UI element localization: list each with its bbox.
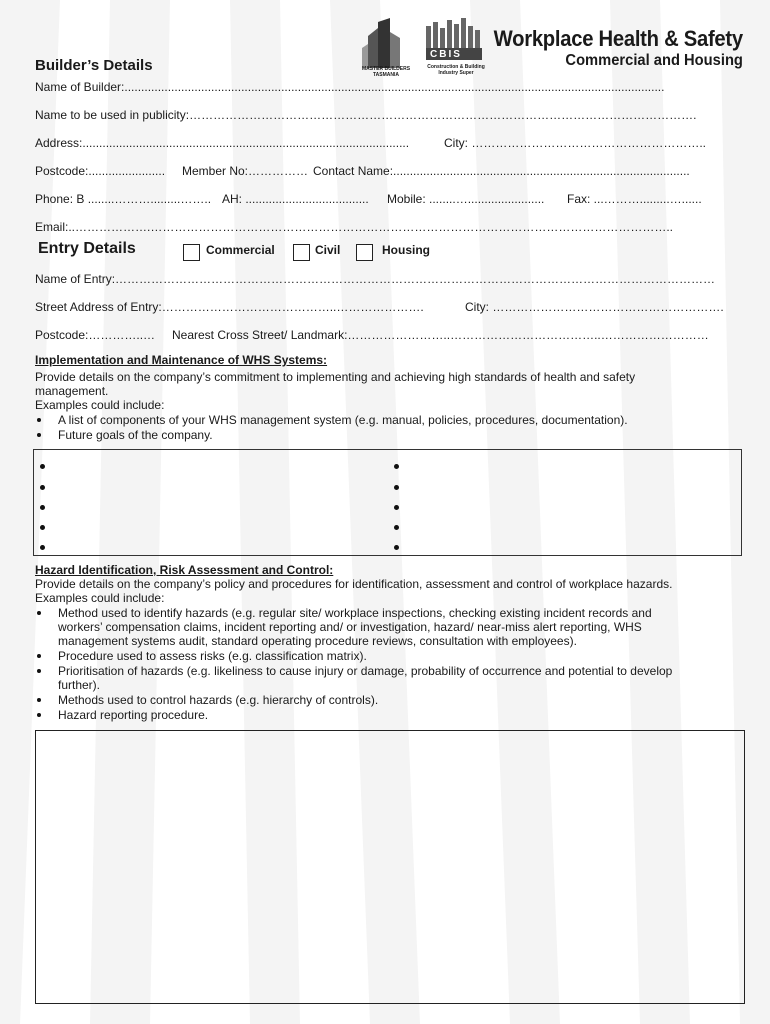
answer-bullet	[40, 505, 45, 510]
commercial-checkbox[interactable]	[183, 244, 200, 261]
email-field[interactable]: Email:..……………….…………………………………………………………………………………………………………………..	[35, 220, 674, 234]
answer-bullet	[40, 545, 45, 550]
whs-examples-label: Examples could include:	[35, 398, 165, 412]
civil-checkbox[interactable]	[293, 244, 310, 261]
housing-label: Housing	[382, 243, 430, 257]
phone-ah-field[interactable]: AH: .....................................	[222, 192, 369, 206]
answer-bullet	[394, 545, 399, 550]
street-address-field[interactable]: Street Address of Entry:……………………………………..………………….	[35, 300, 424, 314]
page-subtitle: Commercial and Housing	[565, 52, 743, 69]
hazard-example-1-line2: workers’ compensation claims, incident reporting and/ or investigation, hazard/ near-miss alert reporting, WHS	[58, 620, 642, 634]
hazard-intro: Provide details on the company’s policy and procedures for identification, assessment and control of workplace hazards.	[35, 577, 673, 591]
answer-bullet	[40, 464, 45, 469]
answer-bullet	[394, 505, 399, 510]
builders-details-heading: Builder’s Details	[35, 57, 153, 74]
civil-label: Civil	[315, 243, 341, 257]
whs-example-1: A list of components of your WHS management system (e.g. manual, policies, procedures, documentation).	[58, 413, 628, 427]
contact-name-field[interactable]: Contact Name:.........................................................................................	[313, 164, 690, 178]
hazard-example-2: Procedure used to assess risks (e.g. classification matrix).	[58, 649, 367, 663]
list-bullet	[37, 433, 41, 437]
answer-bullet	[394, 464, 399, 469]
whs-intro-line1: Provide details on the company’s commitment to implementing and achieving high standards of health and safety	[35, 370, 636, 384]
phone-business-field[interactable]: Phone: B ........……….........……..	[35, 192, 212, 206]
answer-bullet	[394, 525, 399, 530]
page-title: Workplace Health & Safety	[493, 26, 743, 51]
address-field[interactable]: Address:..................................................................................................	[35, 136, 410, 150]
entry-city-field[interactable]: City: ………………………………………………….	[465, 300, 724, 314]
publicity-name-field[interactable]: Name to be used in publicity:……………………………………………………………………………………………………………….	[35, 108, 697, 122]
list-bullet	[37, 418, 41, 422]
whs-answer-box[interactable]	[33, 449, 742, 556]
fax-field[interactable]: Fax: ...……….........…......	[567, 192, 702, 206]
list-bullet	[37, 611, 41, 615]
whs-heading: Implementation and Maintenance of WHS Systems:	[35, 353, 328, 367]
commercial-label: Commercial	[206, 243, 275, 257]
builder-name-field[interactable]: Name of Builder:..................................................................................................................................................................	[35, 80, 665, 94]
postcode-field[interactable]: Postcode:.......................	[35, 164, 166, 178]
entry-postcode-field[interactable]: Postcode:…………..…	[35, 328, 156, 342]
list-bullet	[37, 713, 41, 717]
master-builders-logo-text: MASTER BUILDERS TASMANIA	[361, 66, 411, 78]
hazard-example-3-line1: Prioritisation of hazards (e.g. likeliness to cause injury or damage, probability of occurrence and potential to develop	[58, 664, 673, 678]
list-bullet	[37, 698, 41, 702]
cbis-logo-text: CBIS	[430, 49, 462, 60]
city-field[interactable]: City: …………………………………………………..	[444, 136, 707, 150]
entry-name-field[interactable]: Name of Entry:……………………………………………………………………………………………………………………………………	[35, 272, 716, 286]
member-no-field[interactable]: Member No:……………	[182, 164, 309, 178]
hazard-example-4: Methods used to control hazards (e.g. hierarchy of controls).	[58, 693, 379, 707]
housing-checkbox[interactable]	[356, 244, 373, 261]
whs-intro-line2: management.	[35, 384, 109, 398]
hazard-example-5: Hazard reporting procedure.	[58, 708, 209, 722]
mobile-field[interactable]: Mobile: ........….......................	[387, 192, 545, 206]
hazard-heading: Hazard Identification, Risk Assessment and Control:	[35, 563, 334, 577]
entry-details-heading: Entry Details	[38, 240, 136, 257]
list-bullet	[37, 669, 41, 673]
answer-bullet	[40, 485, 45, 490]
hazard-answer-box[interactable]	[35, 730, 745, 1004]
hazard-example-1-line1: Method used to identify hazards (e.g. regular site/ workplace inspections, checking existing incident records and	[58, 606, 652, 620]
answer-bullet	[40, 525, 45, 530]
list-bullet	[37, 654, 41, 658]
answer-bullet	[394, 485, 399, 490]
cross-street-field[interactable]: Nearest Cross Street/ Landmark:……………………..………………………………..………………………	[172, 328, 709, 342]
cbis-logo-caption: Construction & Building Industry Super	[427, 64, 485, 76]
hazard-example-1-line3: management systems audit, standard operating procedure reviews, consultation with employees).	[58, 634, 577, 648]
whs-example-2: Future goals of the company.	[58, 428, 213, 442]
hazard-example-3-line2: further).	[58, 678, 101, 692]
hazard-examples-label: Examples could include:	[35, 591, 165, 605]
